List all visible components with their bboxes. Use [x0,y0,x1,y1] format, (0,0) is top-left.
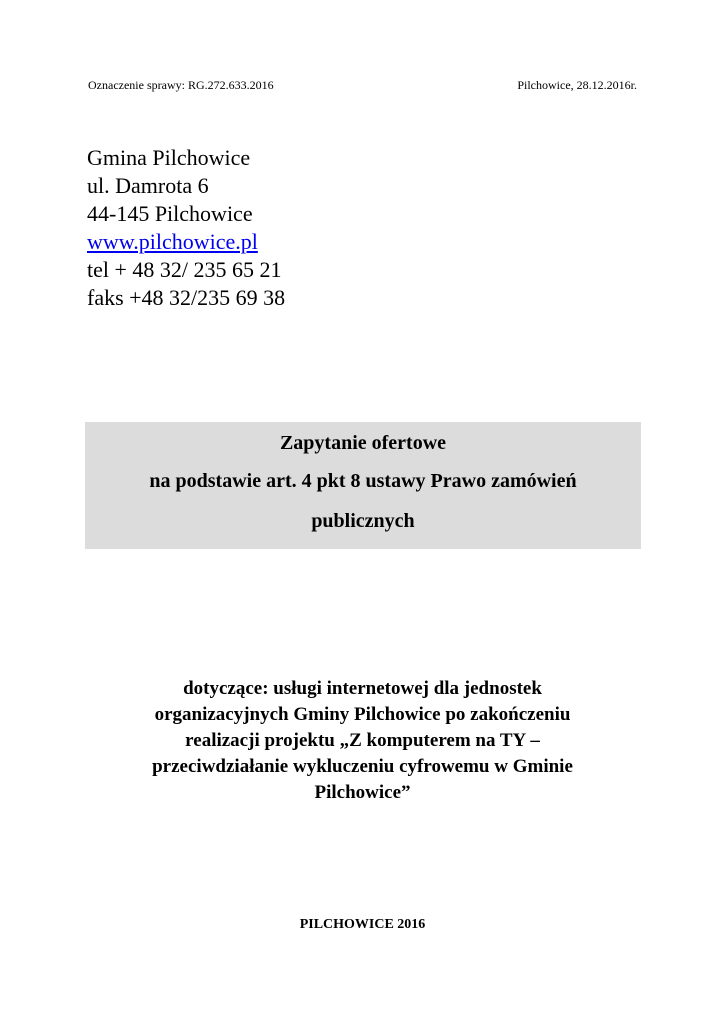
organization-name: Gmina Pilchowice [87,145,251,170]
title-line-3: publicznych [311,510,415,532]
subject-line-3: realizacji projektu „Z komputerem na TY – [185,730,540,751]
website-link[interactable]: www.pilchowice.pl [87,229,258,254]
subject-block [90,676,635,806]
phone-number: tel + 48 32/ 235 65 21 [87,257,282,282]
subject-line-4: przeciwdziałanie wykluczeniu cyfrowemu w Gminie [152,756,573,777]
document-title-box [85,422,641,549]
postal-address: 44-145 Pilchowice [87,201,253,226]
title-line-1: Zapytanie ofertowe [279,432,447,454]
case-reference: Oznaczenie sprawy: RG.272.633.2016 [88,78,274,92]
footer-text: PILCHOWICE 2016 [299,917,426,932]
fax-number: faks +48 32/235 69 38 [87,285,286,310]
title-line-2: na podstawie art. 4 pkt 8 ustawy Prawo zamówień [149,470,577,492]
subject-line-5: Pilchowice” [314,782,411,803]
address-block [87,144,285,312]
subject-line-1: dotyczące: usługi internetowej dla jednostek [183,678,542,699]
street-address: ul. Damrota 6 [87,173,209,198]
place-date: Pilchowice, 28.12.2016r. [517,78,637,92]
subject-line-2: organizacyjnych Gminy Pilchowice po zakończeniu [154,704,571,725]
